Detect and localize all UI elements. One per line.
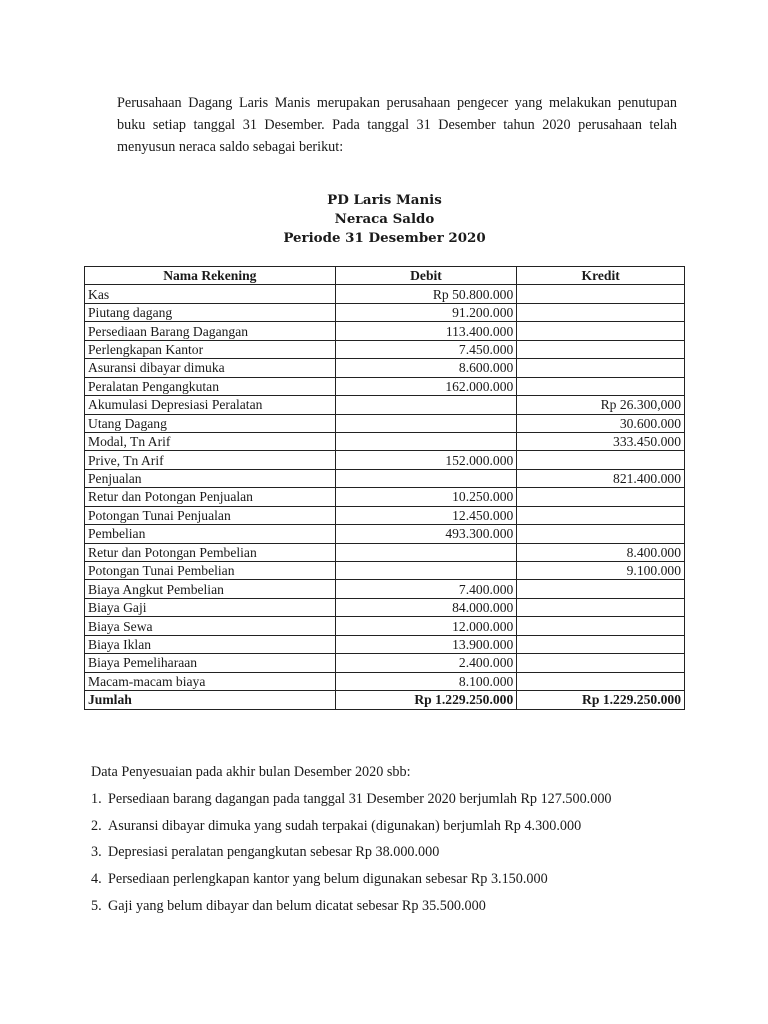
table-row [85, 543, 685, 561]
table-row [85, 303, 685, 321]
table-row [85, 672, 685, 690]
list-item-text: Depresiasi peralatan pengangkutan sebesar Rp 38.000.000 [108, 844, 440, 861]
credit-cell [517, 580, 685, 598]
header-account-name: Nama Rekening [85, 267, 336, 285]
list-item [91, 789, 612, 816]
credit-cell [517, 377, 685, 395]
table-row [85, 506, 685, 524]
credit-cell [517, 506, 685, 524]
debit-cell: 8.600.000 [335, 359, 517, 377]
debit-cell: 10.250.000 [335, 488, 517, 506]
list-item [91, 816, 612, 843]
intro-paragraph: Perusahaan Dagang Laris Manis merupakan perusahaan pengecer yang melakukan penutupan buku setiap tanggal 31 Desember. Pada tanggal 31 Desember tahun 2020 perusahaan telah menyusun neraca saldo sebagai berikut: [117, 95, 677, 155]
total-debit: Rp 1.229.250.000 [335, 691, 517, 709]
report-name: Neraca Saldo [334, 211, 435, 227]
credit-cell [517, 322, 685, 340]
account-name-cell: Persediaan Barang Dagangan [85, 322, 336, 340]
list-item-number: 4. [91, 871, 102, 888]
table-row [85, 396, 685, 414]
account-name-cell: Penjualan [85, 469, 336, 487]
table-row [85, 562, 685, 580]
table-row [85, 617, 685, 635]
debit-cell: 152.000.000 [335, 451, 517, 469]
table-row [85, 654, 685, 672]
table-row [85, 451, 685, 469]
debit-cell: 8.100.000 [335, 672, 517, 690]
table-row [85, 635, 685, 653]
account-name-cell: Asuransi dibayar dimuka [85, 359, 336, 377]
debit-cell [335, 414, 517, 432]
account-name-cell: Perlengkapan Kantor [85, 340, 336, 358]
account-name-cell: Biaya Pemeliharaan [85, 654, 336, 672]
credit-cell: 9.100.000 [517, 562, 685, 580]
table-row [85, 432, 685, 450]
list-item-text: Gaji yang belum dibayar dan belum dicatat sebesar Rp 35.500.000 [108, 897, 486, 914]
list-item-number: 3. [91, 844, 102, 861]
debit-cell: 162.000.000 [335, 377, 517, 395]
company-name: PD Laris Manis [327, 192, 442, 208]
credit-cell [517, 617, 685, 635]
table-row [85, 322, 685, 340]
list-item [91, 842, 612, 869]
account-name-cell: Modal, Tn Arif [85, 432, 336, 450]
credit-cell: 333.450.000 [517, 432, 685, 450]
table-row [85, 414, 685, 432]
debit-cell [335, 432, 517, 450]
debit-cell [335, 562, 517, 580]
account-name-cell: Peralatan Pengangkutan [85, 377, 336, 395]
debit-cell: 91.200.000 [335, 303, 517, 321]
credit-cell [517, 598, 685, 616]
account-name-cell: Retur dan Potongan Penjualan [85, 488, 336, 506]
account-name-cell: Utang Dagang [85, 414, 336, 432]
account-name-cell: Piutang dagang [85, 303, 336, 321]
credit-cell: 8.400.000 [517, 543, 685, 561]
total-label: Jumlah [85, 691, 336, 709]
credit-cell: 30.600.000 [517, 414, 685, 432]
debit-cell: 12.450.000 [335, 506, 517, 524]
account-name-cell: Akumulasi Depresiasi Peralatan [85, 396, 336, 414]
account-name-cell: Potongan Tunai Pembelian [85, 562, 336, 580]
credit-cell [517, 303, 685, 321]
debit-cell: Rp 50.800.000 [335, 285, 517, 303]
table-row [85, 580, 685, 598]
account-name-cell: Macam-macam biaya [85, 672, 336, 690]
table-header-row [85, 267, 685, 285]
credit-cell [517, 340, 685, 358]
table-row [85, 340, 685, 358]
debit-cell [335, 543, 517, 561]
list-item-number: 2. [91, 817, 102, 834]
account-name-cell: Biaya Iklan [85, 635, 336, 653]
credit-cell [517, 672, 685, 690]
adjustments-list [91, 789, 612, 922]
list-item-number: 5. [91, 897, 102, 914]
credit-cell [517, 451, 685, 469]
debit-cell: 113.400.000 [335, 322, 517, 340]
account-name-cell: Prive, Tn Arif [85, 451, 336, 469]
credit-cell [517, 525, 685, 543]
credit-cell: 821.400.000 [517, 469, 685, 487]
table-row [85, 598, 685, 616]
list-item-number: 1. [91, 791, 102, 807]
credit-cell [517, 488, 685, 506]
account-name-cell: Retur dan Potongan Pembelian [85, 543, 336, 561]
credit-cell [517, 635, 685, 653]
adjustments-heading: Data Penyesuaian pada akhir bulan Desember 2020 sbb: [91, 764, 411, 780]
table-row [85, 488, 685, 506]
account-name-cell: Potongan Tunai Penjualan [85, 506, 336, 524]
report-period: Periode 31 Desember 2020 [283, 230, 486, 246]
table-total-row [85, 691, 685, 709]
account-name-cell: Pembelian [85, 525, 336, 543]
debit-cell: 7.400.000 [335, 580, 517, 598]
header-credit: Kredit [517, 267, 685, 285]
debit-cell [335, 469, 517, 487]
credit-cell [517, 285, 685, 303]
list-item-text: Persediaan barang dagangan pada tanggal 31 Desember 2020 berjumlah Rp 127.500.000 [108, 791, 612, 807]
trial-balance-table [84, 266, 685, 710]
credit-cell: Rp 26.300,000 [517, 396, 685, 414]
debit-cell [335, 396, 517, 414]
account-name-cell: Biaya Gaji [85, 598, 336, 616]
table-row [85, 377, 685, 395]
table-row [85, 525, 685, 543]
debit-cell: 12.000.000 [335, 617, 517, 635]
account-name-cell: Biaya Angkut Pembelian [85, 580, 336, 598]
debit-cell: 7.450.000 [335, 340, 517, 358]
debit-cell: 84.000.000 [335, 598, 517, 616]
header-debit: Debit [335, 267, 517, 285]
account-name-cell: Biaya Sewa [85, 617, 336, 635]
credit-cell [517, 654, 685, 672]
report-title [84, 191, 685, 248]
table-row [85, 285, 685, 303]
table-row [85, 359, 685, 377]
list-item [91, 869, 612, 896]
total-credit: Rp 1.229.250.000 [517, 691, 685, 709]
debit-cell: 13.900.000 [335, 635, 517, 653]
list-item-text: Asuransi dibayar dimuka yang sudah terpakai (digunakan) berjumlah Rp 4.300.000 [108, 817, 582, 834]
account-name-cell: Kas [85, 285, 336, 303]
table-row [85, 469, 685, 487]
list-item [91, 896, 612, 923]
credit-cell [517, 359, 685, 377]
debit-cell: 2.400.000 [335, 654, 517, 672]
debit-cell: 493.300.000 [335, 525, 517, 543]
list-item-text: Persediaan perlengkapan kantor yang belum digunakan sebesar Rp 3.150.000 [108, 871, 548, 888]
